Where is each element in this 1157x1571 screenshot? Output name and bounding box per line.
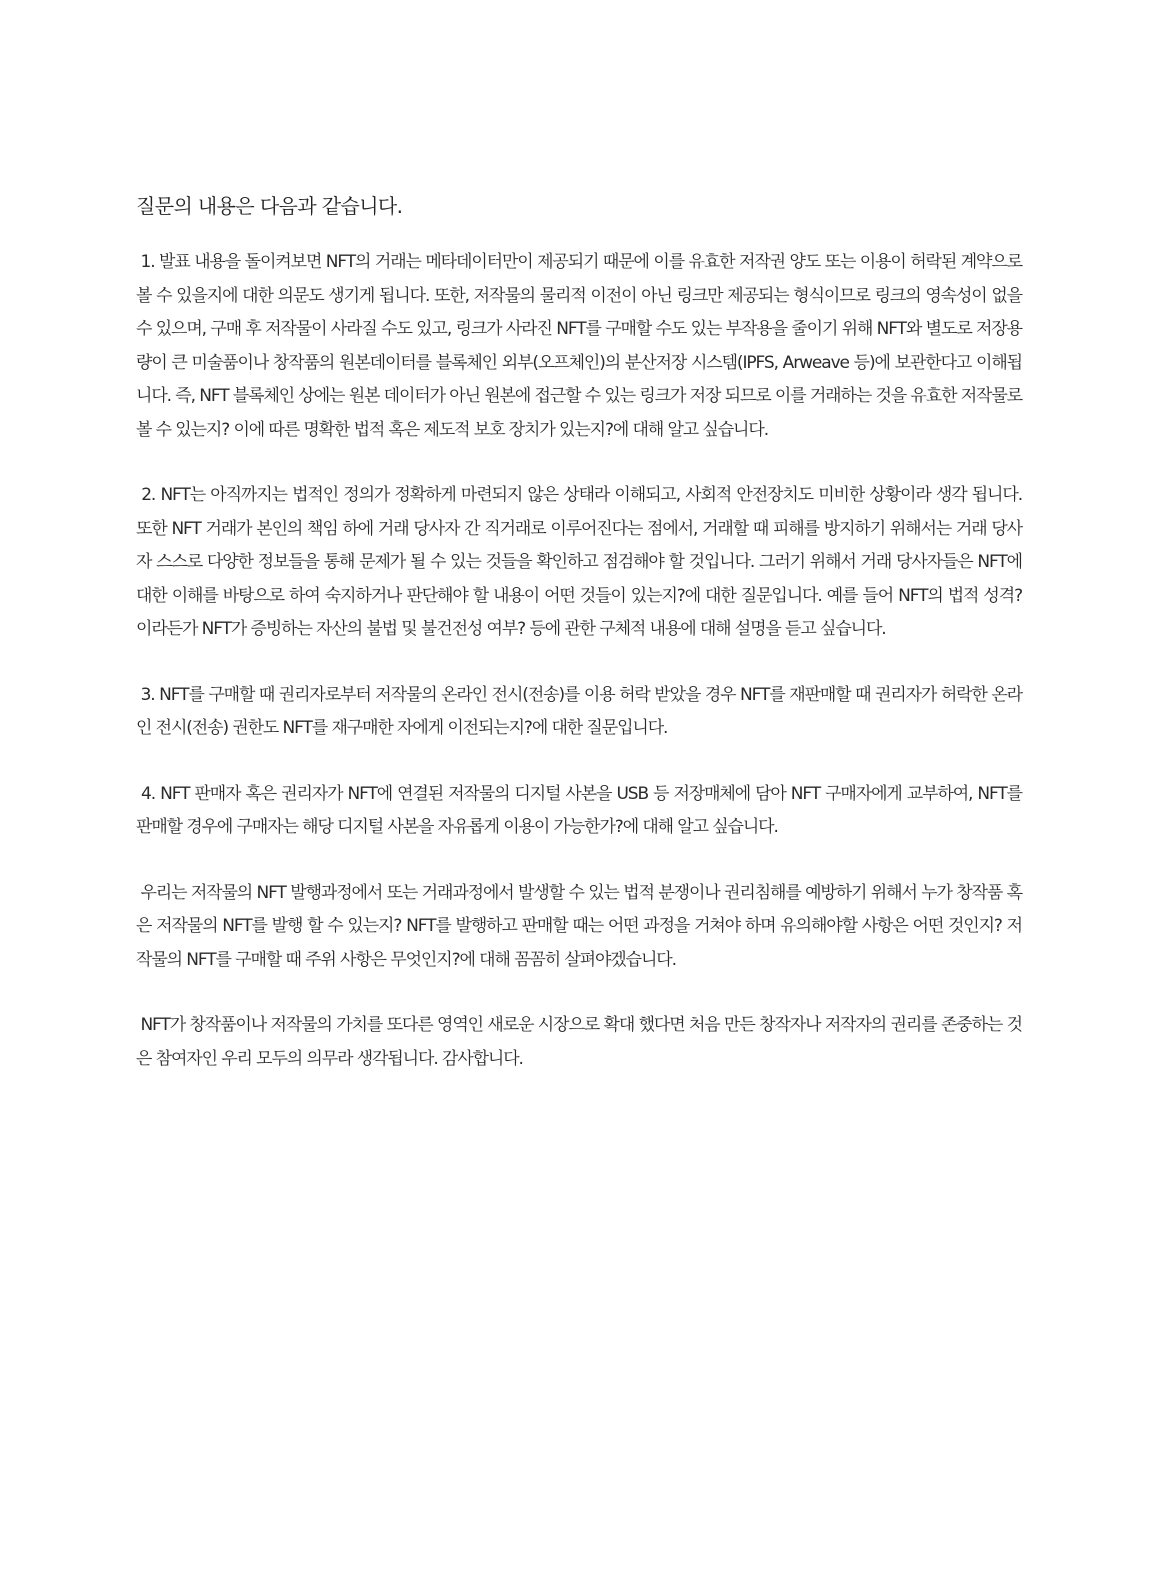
question-4-paragraph: 4. NFT 판매자 혹은 권리자가 NFT에 연결된 저작물의 디지털 사본을 USB 등 저장매체에 담아 NFT 구매자에게 교부하여, NFT를 판매할 경우에 구매자는 해당 디지털 사본을 자유롭게 이용이 가능한가?에 대해 알고 싶습니다.: [136, 783, 1027, 837]
closing-paragraph: NFT가 창작품이나 저작물의 가치를 또다른 영역인 새로운 시장으로 확대 했다면 처음 만든 창작자나 저작자의 권리를 존중하는 것은 참여자인 우리 모두의 의무라 생각됩니다. 감사합니다.: [136, 1015, 1022, 1069]
document-body: [136, 190, 1027, 1108]
question-2-paragraph: 2. NFT는 아직까지는 법적인 정의가 정확하게 마련되지 않은 상태라 이해되고, 사회적 안전장치도 미비한 상황이라 생각 됩니다. 또한 NFT 거래가 본인의 책임 하에 거래 당사자 간 직거래로 이루어진다는 점에서, 거래할 때 피해를 방지하기 위해서는 거래 당사자 스스로 다양한 정보들을 통해 문제가 될 수 있는 것들을 확인하고 점검해야 할 것입니다. 그러기 위해서 거래 당사자들은 NFT에 대한 이해를 바탕으로 하여 숙지하거나 판단해야 할 내용이 어떤 것들이 있는지?에 대한 질문입니다. 예를 들어 NFT의 법적 성격? 이라든가 NFT가 증빙하는 자산의 불법 및 불건전성 여부? 등에 관한 구체적 내용에 대해 설명을 듣고 싶습니다.: [136, 485, 1027, 639]
summary-paragraph: 우리는 저작물의 NFT 발행과정에서 또는 거래과정에서 발생할 수 있는 법적 분쟁이나 권리침해를 예방하기 위해서 누가 창작품 혹은 저작물의 NFT를 발행 할 수 있는지? NFT를 발행하고 판매할 때는 어떤 과정을 거쳐야 하며 유의해야할 사항은 어떤 것인지? 저작물의 NFT를 구매할 때 주위 사항은 무엇인지?에 대해 꼼꼼히 살펴야겠습니다.: [136, 882, 1022, 970]
document-title: 질문의 내용은 다음과 같습니다.: [136, 194, 403, 218]
question-1-paragraph: 1. 발표 내용을 돌이켜보면 NFT의 거래는 메타데이터만이 제공되기 때문에 이를 유효한 저작권 양도 또는 이용이 허락된 계약으로 볼 수 있을지에 대한 의문도 생기게 됩니다. 또한, 저작물의 물리적 이전이 아닌 링크만 제공되는 형식이므로 링크의 영속성이 없을 수 있으며, 구매 후 저작물이 사라질 수도 있고, 링크가 사라진 NFT를 구매할 수도 있는 부작용을 줄이기 위해 NFT와 별도로 저장용량이 큰 미술품이나 창작품의 원본데이터를 블록체인 외부(오프체인)의 분산저장 시스템(IPFS, Arweave 등)에 보관한다고 이해됩니다. 즉, NFT 블록체인 상에는 원본 데이터가 아닌 원본에 접근할 수 있는 링크가 저장 되므로 이를 거래하는 것을 유효한 저작물로 볼 수 있는지? 이에 따른 명확한 법적 혹은 제도적 보호 장치가 있는지?에 대해 알고 싶습니다.: [136, 252, 1027, 440]
question-3-paragraph: 3. NFT를 구매할 때 권리자로부터 저작물의 온라인 전시(전송)를 이용 허락 받았을 경우 NFT를 재판매할 때 권리자가 허락한 온라인 전시(전송) 권한도 NFT를 재구매한 자에게 이전되는지?에 대한 질문입니다.: [136, 684, 1022, 738]
